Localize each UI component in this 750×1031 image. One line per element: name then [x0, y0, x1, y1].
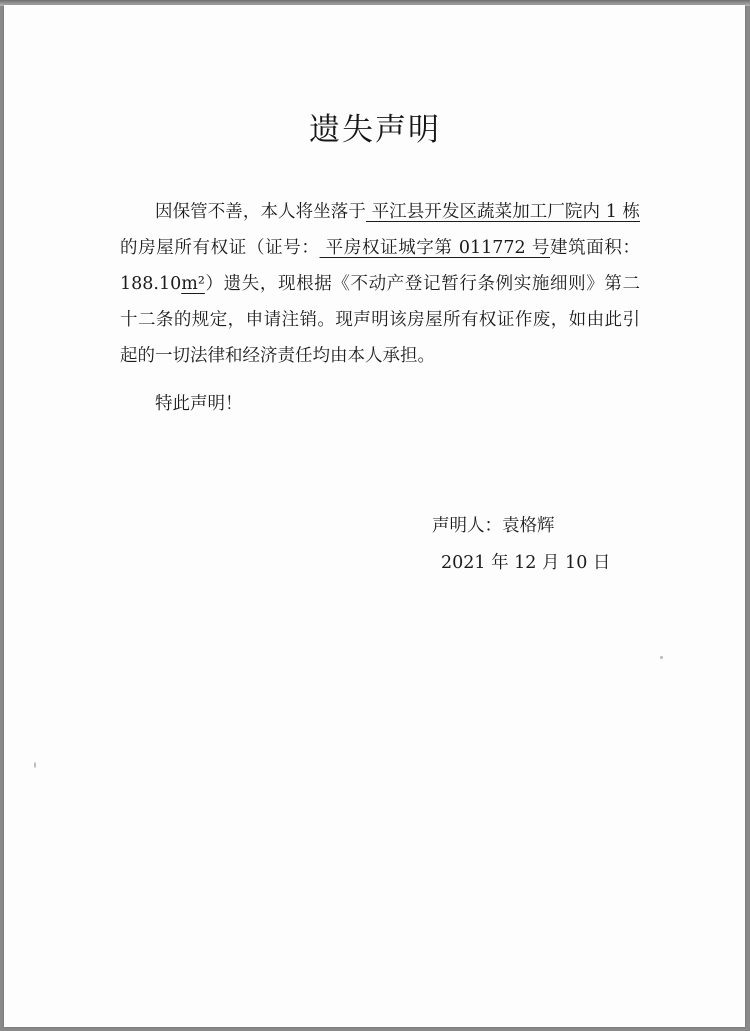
paragraph-text-2: 的房屋所有权证（证号： [120, 238, 320, 258]
scan-speck [34, 762, 36, 768]
certificate-number: 平房权证城字第 011772 号 [319, 238, 550, 258]
paragraph-text-1: 因保管不善，本人将坐落于 [155, 202, 366, 222]
declarant-signature: 声明人：袁格辉 [432, 516, 555, 536]
declaration-date: 2021 年 12 月 10 日 [441, 553, 611, 573]
closing-statement: 特此声明！ [155, 394, 243, 414]
statement-paragraph [120, 194, 640, 374]
area-unit: m² [181, 274, 205, 294]
paragraph-text-4: ）遗失，现根据《不动产登记暂行条例实施细则》第二十二条的规定，申请注销。现声明该房屋所有权证作废，如由此引起的一切法律和经济责任均由本人承担。 [120, 274, 640, 366]
document-title: 遗失声明 [309, 112, 441, 148]
property-location: 平江县开发区蔬菜加工厂院内 1 栋 [365, 202, 640, 222]
scan-speck [660, 656, 663, 659]
document-page [4, 5, 745, 1027]
paragraph-text-3: 建筑面积：188.10 [120, 238, 641, 294]
document-body [120, 194, 640, 422]
